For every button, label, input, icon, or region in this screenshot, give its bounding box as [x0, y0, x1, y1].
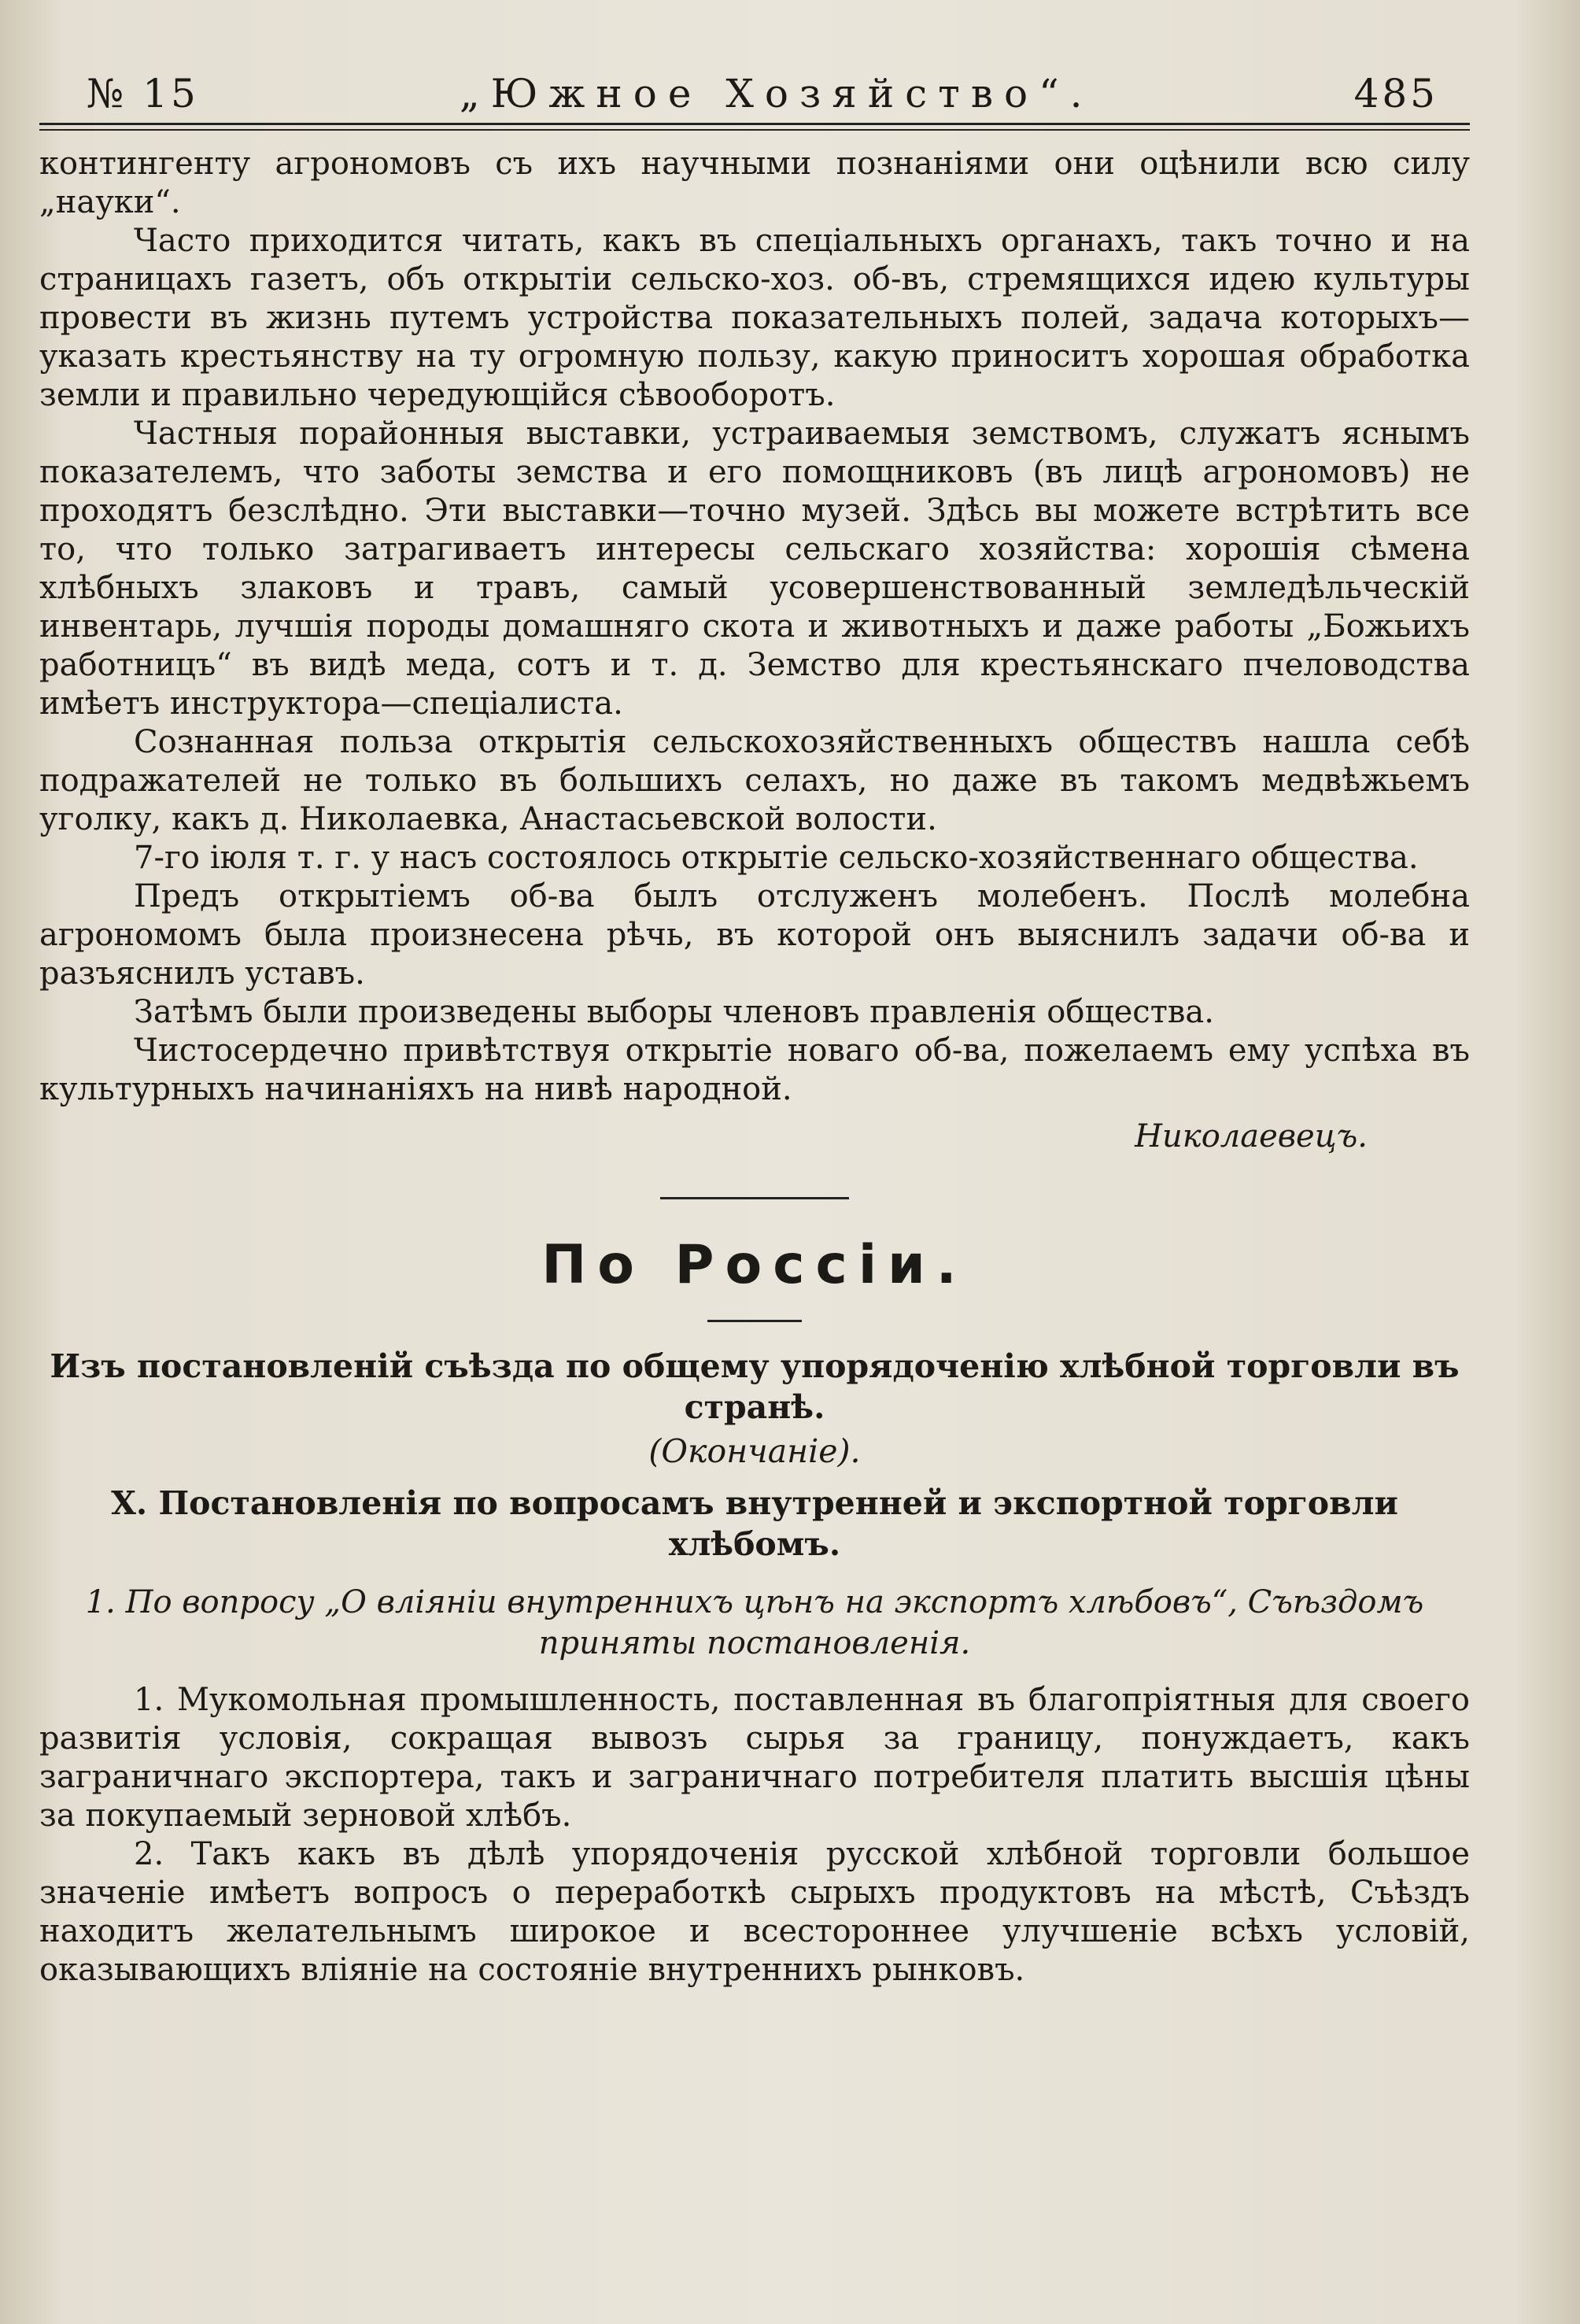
paragraph: Затѣмъ были произведены выборы членовъ правленія общества.: [134, 994, 1214, 1030]
subsection-title: X. Постановленія по вопросамъ внутренней и экспортной торговли хлѣбомъ.: [111, 1484, 1398, 1563]
running-header: [39, 71, 1470, 116]
section-divider-small: [707, 1320, 802, 1322]
paragraph: Частныя порайонныя выставки, устраиваемыя земствомъ, служатъ яснымъ показателемъ, что заботы земства и его помощниковъ (въ лицѣ агрономовъ) не проходятъ безслѣдно. Эти выставки—точно музей. Здѣсь вы можете встрѣтить все то, что только затрагиваетъ интересы сельскаго хозяйства: хорошія сѣмена хлѣбныхъ злаковъ и травъ, самый усовершенствованный земледѣльческій инвентарь, лучшія породы домашняго скота и животныхъ и даже работы „Божьихъ работницъ“ въ видѣ меда, сотъ и т. д. Земство для крестьянскаго пчеловодства имѣетъ инструктора—спеціалиста.: [39, 416, 1470, 722]
journal-title: „Южное Хозяйство“.: [459, 71, 1094, 116]
header-rule: [39, 123, 1470, 125]
paragraph: Предъ открытіемъ об-ва былъ отслуженъ молебенъ. Послѣ молебна агрономомъ была произнесена рѣчь, въ которой онъ выяснилъ задачи об-ва и разъяснилъ уставъ.: [39, 878, 1470, 992]
header-rule-thin: [39, 129, 1470, 131]
section-divider: [660, 1197, 849, 1199]
question-heading: 1. По вопросу „О вліяніи внутреннихъ цѣнъ на экспортъ хлѣбовъ“, Съѣздомъ приняты постановленія.: [85, 1584, 1424, 1661]
paragraph: Чистосердечно привѣтствуя открытіе новаго об-ва, пожелаемъ ему успѣха въ культурныхъ начинаніяхъ на нивѣ народной.: [39, 1033, 1470, 1107]
article-title: Изъ постановленій съѣзда по общему упорядоченію хлѣбной торговли въ странѣ.: [50, 1347, 1460, 1426]
paragraph: контингенту агрономовъ съ ихъ научными познаніями они оцѣнили всю силу „науки“.: [39, 146, 1470, 220]
continuation-note: (Окончаніе).: [648, 1432, 861, 1470]
paragraph: Часто приходится читать, какъ въ спеціальныхъ органахъ, такъ точно и на страницахъ газетъ, объ открытіи сельско-хоз. об-въ, стремящихся идею культуры провести въ жизнь путемъ устройства показательныхъ полей, задача которыхъ—указать крестьянству на ту огромную пользу, какую приноситъ хорошая обработка земли и правильно чередующійся сѣвооборотъ.: [39, 223, 1470, 413]
article-congress-resolutions: [39, 1346, 1470, 1990]
paragraph: Сознанная польза открытія сельскохозяйственныхъ обществъ нашла себѣ подражателей не только въ большихъ селахъ, но даже въ такомъ медвѣжьемъ уголку, какъ д. Николаевка, Анастасьевской волости.: [39, 724, 1470, 837]
article-society-opening: [39, 145, 1470, 1155]
section-heading: По Россіи.: [541, 1234, 968, 1296]
paragraph: 2. Такъ какъ въ дѣлѣ упорядоченія русской хлѣбной торговли большое значеніе имѣетъ вопросъ о переработкѣ сырыхъ продуктовъ на мѣстѣ, Съѣздъ находитъ желательнымъ широкое и всестороннее улучшеніе всѣхъ условій, оказывающихъ вліяніе на состояніе внутреннихъ рынковъ.: [39, 1836, 1470, 1988]
paragraph: 7-го іюля т. г. у насъ состоялось открытіе сельско-хозяйственнаго общества.: [134, 840, 1419, 876]
paragraph: 1. Мукомольная промышленность, поставленная въ благопріятныя для своего развитія условія, сокращая вывозъ сырья за границу, понуждаетъ, какъ заграничнаго экспортера, такъ и заграничнаго потребителя платить высшія цѣны за покупаемый зерновой хлѣбъ.: [39, 1682, 1470, 1834]
issue-number: № 15: [87, 71, 199, 116]
author-signature: Николаевецъ.: [1135, 1118, 1368, 1155]
page-number: 485: [1353, 71, 1438, 116]
